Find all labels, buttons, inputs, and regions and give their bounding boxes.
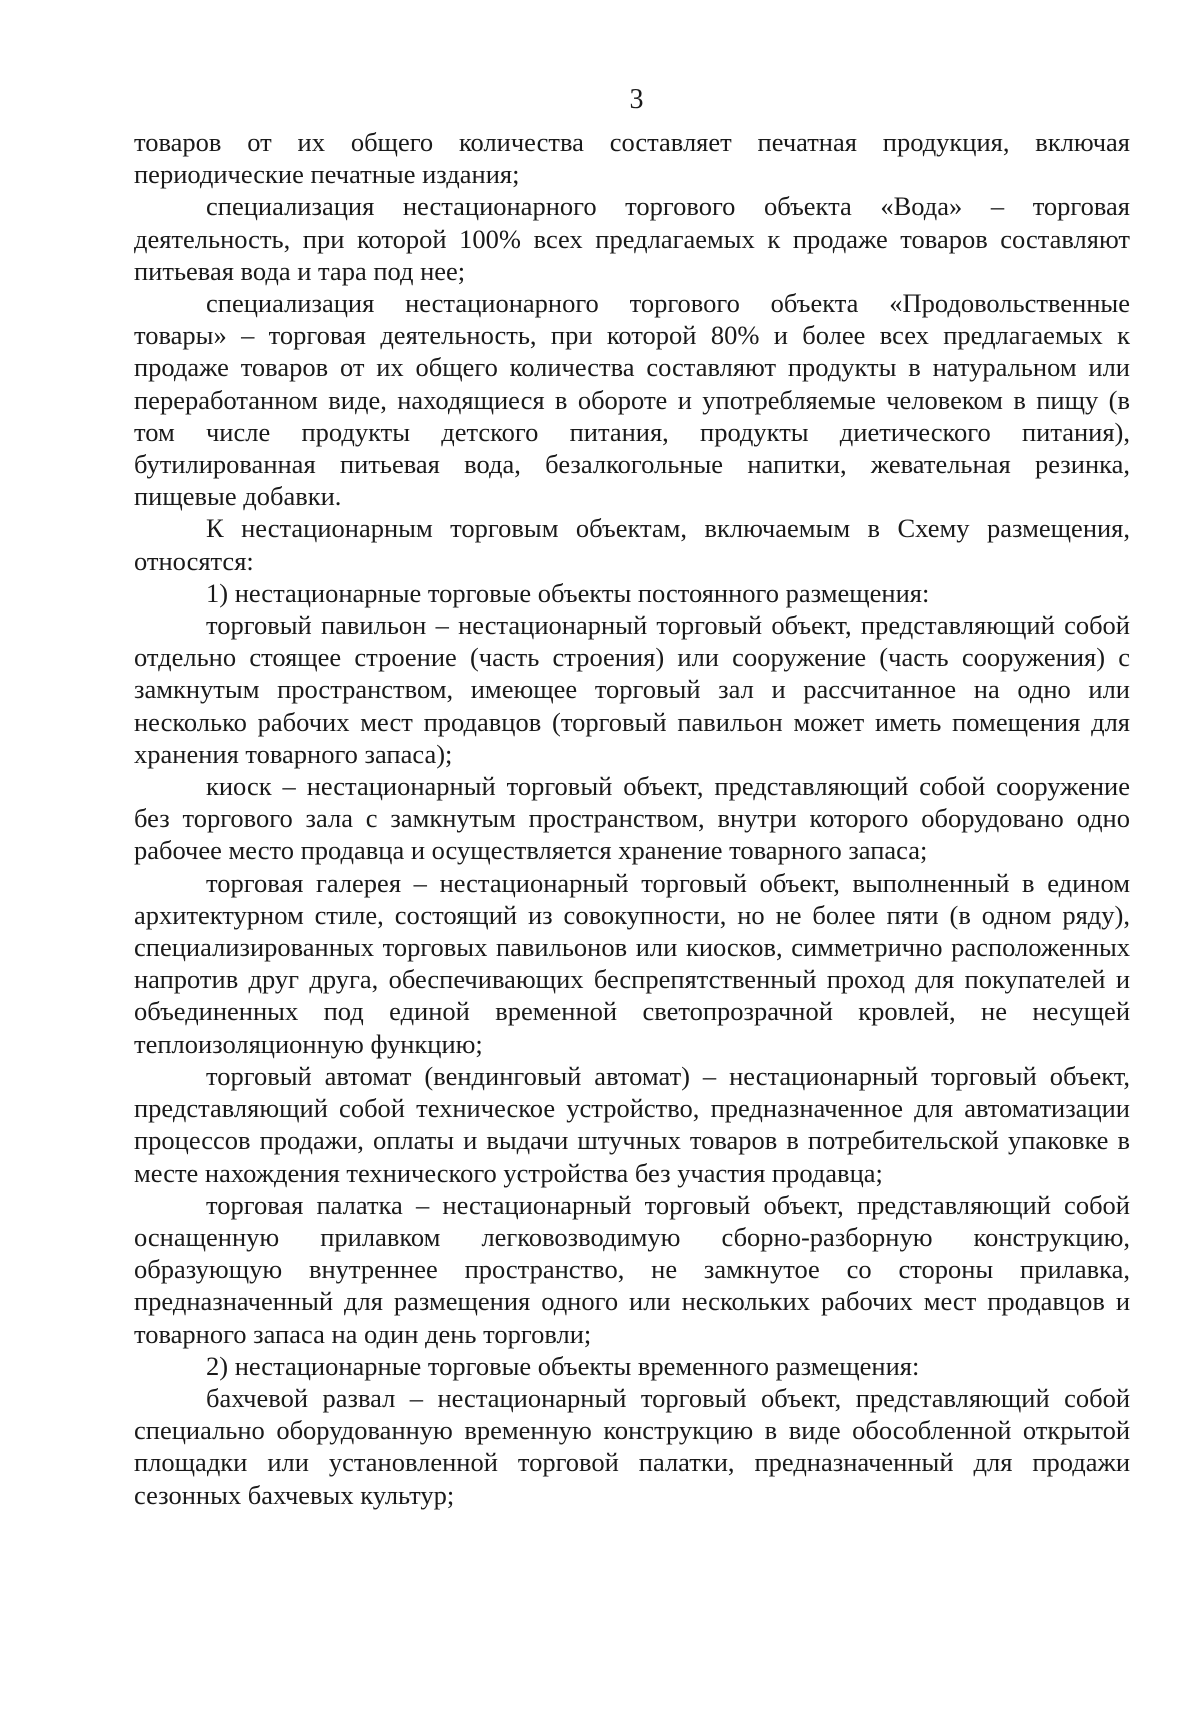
document-body <box>134 126 1130 1511</box>
paragraph-objects-intro: К нестационарным торговым объектам, включаемым в Схему размещения, относятся: <box>134 513 1130 576</box>
paragraph-continuation: товаров от их общего количества составляет печатная продукция, включая периодические печатные издания; <box>134 127 1130 190</box>
paragraph-tent: торговая палатка – нестационарный торговый объект, представляющий собой оснащенную прилавком легковозводимую сборно-разборную конструкцию, образующую внутреннее пространство, не замкнутое со стороны прилавка, предназначенный для размещения одного или нескольких рабочих мест продавцов и товарного запаса на один день торговли; <box>134 1189 1130 1349</box>
paragraph-specialization-water: специализация нестационарного торгового объекта «Вода» – торговая деятельность, при которой 100% всех предлагаемых к продаже товаров составляют питьевая вода и тара под нее; <box>134 191 1130 286</box>
page-number: 3 <box>629 84 644 115</box>
paragraph-permanent-heading: 1) нестационарные торговые объекты постоянного размещения: <box>206 577 930 608</box>
paragraph-melon-stall: бахчевой развал – нестационарный торговый объект, представляющий собой специально оборудованную временную конструкцию в виде обособленной открытой площадки или установленной торговой палатки, предназначенный для продажи сезонных бахчевых культур; <box>134 1382 1130 1510</box>
paragraph-kiosk: киоск – нестационарный торговый объект, представляющий собой сооружение без торгового зала с замкнутым пространством, внутри которого оборудовано одно рабочее место продавца и осуществляется хранение товарного запаса; <box>134 771 1130 866</box>
paragraph-temporary-heading: 2) нестационарные торговые объекты временного размещения: <box>206 1350 920 1381</box>
paragraph-pavilion: торговый павильон – нестационарный торговый объект, представляющий собой отдельно стоящее строение (часть строения) или сооружение (часть сооружения) с замкнутым пространством, имеющее торговый зал и рассчитанное на одно или несколько рабочих мест продавцов (торговый павильон может иметь помещения для хранения товарного запаса); <box>134 610 1130 769</box>
paragraph-vending-machine: торговый автомат (вендинговый автомат) – нестационарный торговый объект, представляющий собой техническое устройство, предназначенное для автоматизации процессов продажи, оплаты и выдачи штучных товаров в потребительской упаковке в месте нахождения технического устройства без участия продавца; <box>134 1060 1130 1188</box>
paragraph-specialization-food: специализация нестационарного торгового объекта «Продовольственные товары» – торговая деятельность, при которой 80% и более всех предлагаемых к продаже товаров от их общего количества составляют продукты в натуральном или переработанном виде, находящиеся в обороте и употребляемые человеком в пищу (в том числе продукты детского питания, продукты диетического питания), бутилированная питьевая вода, безалкогольные напитки, жевательная резинка, пищевые добавки. <box>134 288 1130 512</box>
paragraph-gallery: торговая галерея – нестационарный торговый объект, выполненный в едином архитектурном стиле, состоящий из совокупности, но не более пяти (в одном ряду), специализированных торговых павильонов или киосков, симметрично расположенных напротив друг друга, обеспечивающих беспрепятственный проход для покупателей и объединенных под единой временной светопрозрачной кровлей, не несущей теплоизоляционную функцию; <box>134 867 1130 1059</box>
